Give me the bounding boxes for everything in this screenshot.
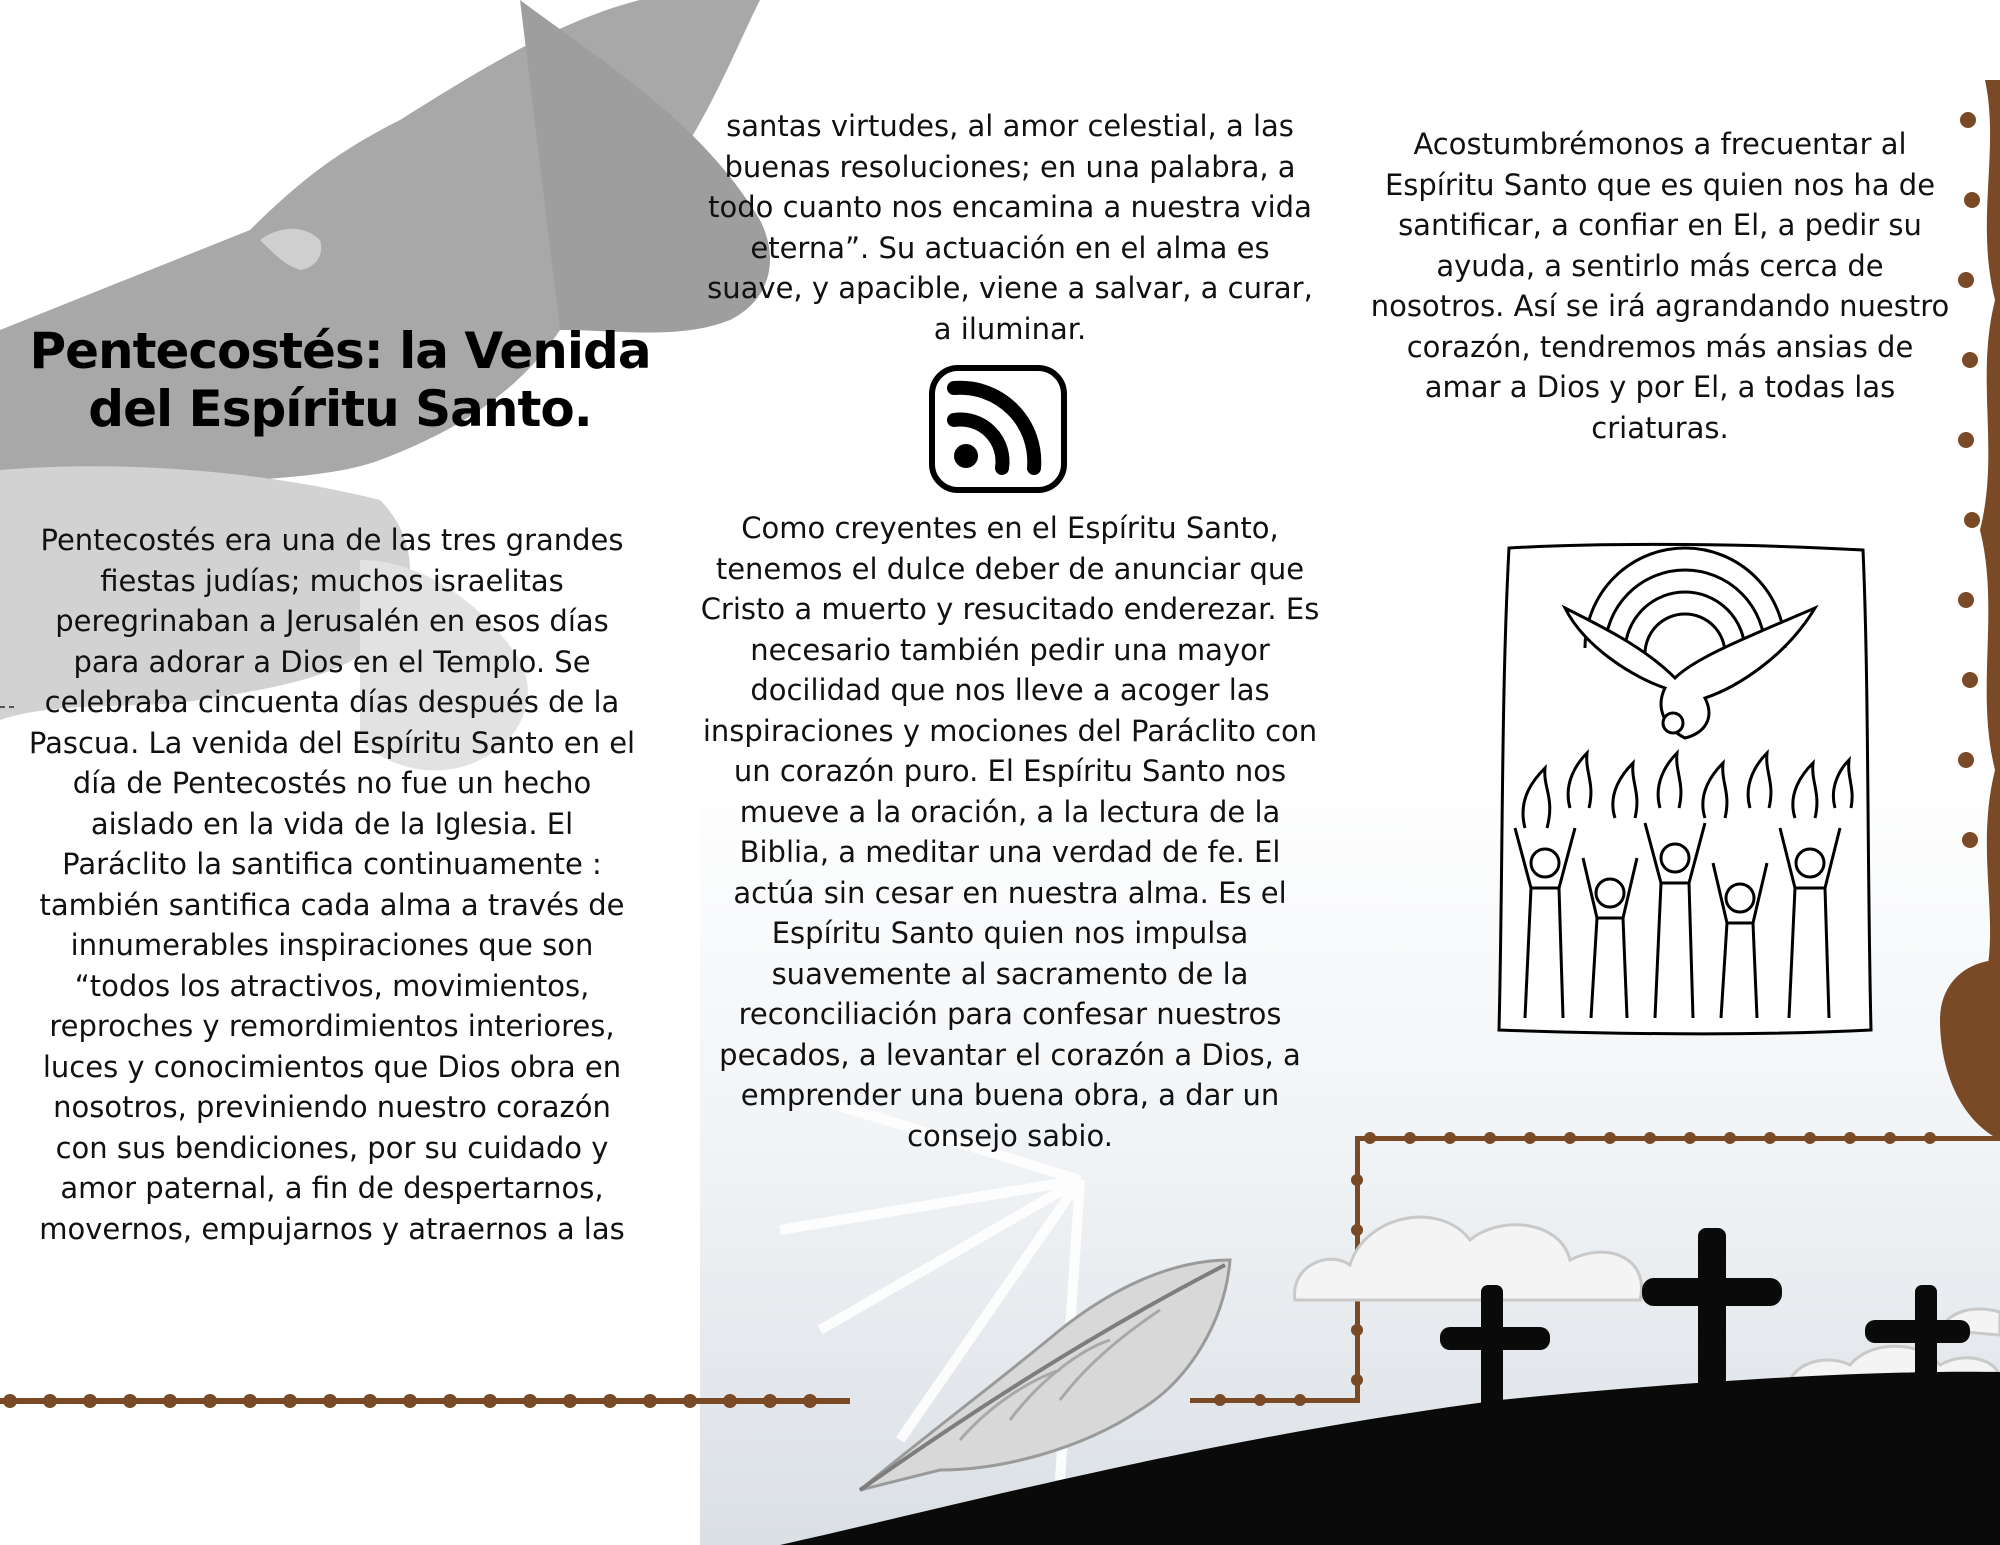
rss-icon — [928, 364, 1068, 494]
right-column — [1370, 124, 1950, 448]
middle-column-top — [700, 106, 1320, 349]
pentecost-dove-flames-people-icon — [1495, 538, 1875, 1038]
middle-paragraph-bottom: Como creyentes en el Espíritu Santo, tenemos el dulce deber de anunciar que Cristo a muerto y resucitado enderezar. Es necesario también pedir una mayor docilidad que nos lleve a acoger las inspiraciones y mociones del Paráclito con un corazón puro. El Espíritu Santo nos mueve a la oración, a la lectura de la Biblia, a meditar una verdad de fe. El actúa sin cesar en nuestra alma. Es el Espíritu Santo quien nos impulsa suavemente al sacramento de la reconciliación para confesar nuestros pecados, a levantar el corazón a Dios, a emprender una buena obra, a dar un consejo sabio. — [700, 511, 1320, 1153]
middle-paragraph-top: santas virtudes, al amor celestial, a las buenas resoluciones; en una palabra, a todo cuanto nos encamina a nuestra vida eterna”. Su actuación en el alma es suave, y apacible, viene a salvar, a curar, a iluminar. — [707, 109, 1313, 346]
right-paragraph: Acostumbrémonos a frecuentar al Espíritu Santo que es quien nos ha de santificar, a confiar en El, a pedir su ayuda, a sentirlo más cerca de nosotros. Así se irá agrandando nuestro corazón, tendremos más ansias de amar a Dios y por El, a todas las criaturas. — [1370, 127, 1950, 445]
left-paragraph: Pentecostés era una de las tres grandes fiestas judías; muchos israelitas peregrinaban a Jerusalén en esos días para adorar a Dios en el Templo. Se celebraba cincuenta días después de la Pascua. La venida del Espíritu Santo en el día de Pentecostés no fue un hecho aislado en la vida de la Iglesia. El Paráclito la santifica continuamente : también santifica cada alma a través de innumerables inspiraciones que son “todos los atractivos, movimientos, reproches y remordimientos interiores, luces y conocimientos que Dios obra en nosotros, previniendo nuestro corazón con sus bendiciones, por su cuidado y amor paternal, a fin de despertarnos, movernos, empujarnos y atraernos a las — [28, 523, 636, 1246]
middle-column-bottom — [700, 508, 1320, 1156]
page-title: Pentecostés: la Venida del Espíritu Santo. — [29, 322, 651, 438]
left-column — [28, 520, 636, 1249]
